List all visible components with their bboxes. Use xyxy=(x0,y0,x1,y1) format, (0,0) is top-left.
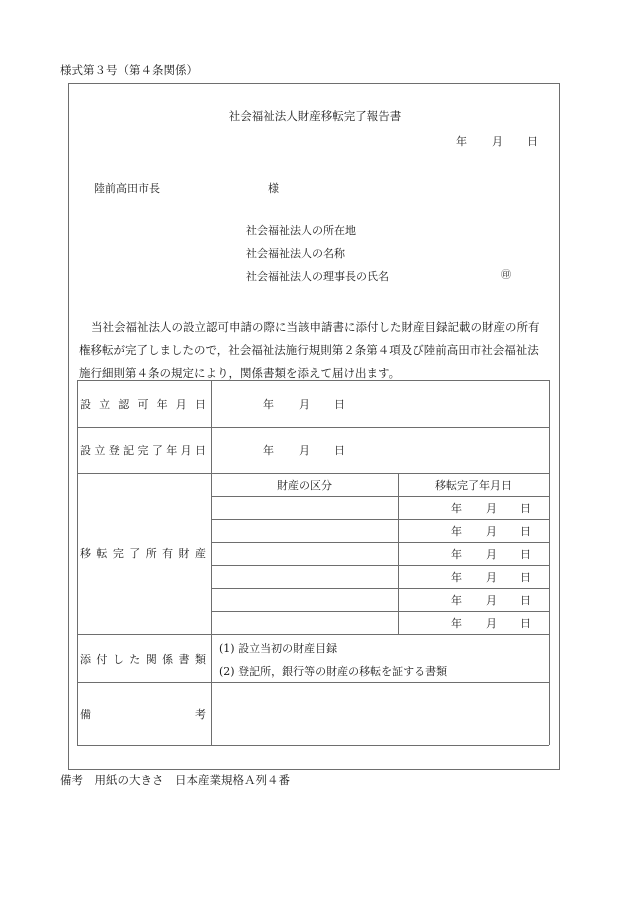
asset-row-month: 月 xyxy=(486,617,497,630)
form-number: 様式第３号（第４条関係） xyxy=(60,63,198,77)
applicant-director-label: 社会福祉法人の理事長の氏名 xyxy=(246,270,389,283)
table-line xyxy=(211,565,549,566)
label-char: 備 xyxy=(80,708,91,721)
label-char: 設 xyxy=(80,398,91,411)
asset-row-year: 年 xyxy=(451,502,462,515)
label-char: 年 xyxy=(156,398,168,411)
label-char: 月 xyxy=(175,398,187,411)
applicant-name-label: 社会福祉法人の名称 xyxy=(246,247,345,260)
registration-date-year: 年 xyxy=(263,444,274,457)
label-char: 登 xyxy=(108,444,120,457)
table-line xyxy=(77,473,549,474)
asset-row-month: 月 xyxy=(486,525,497,538)
label-char: 所 xyxy=(145,547,157,560)
registration-date-month: 月 xyxy=(299,444,310,457)
label-char: 転 xyxy=(96,547,108,560)
label-char: 考 xyxy=(195,708,206,721)
label-char: 有 xyxy=(162,547,174,560)
table-line xyxy=(77,745,549,746)
asset-row-month: 月 xyxy=(486,571,497,584)
label-char: 移 xyxy=(80,547,91,560)
table-line xyxy=(77,380,78,745)
report-date-year: 年 xyxy=(456,135,467,148)
report-date-day: 日 xyxy=(527,135,538,148)
table-line xyxy=(77,427,549,428)
label-char: 了 xyxy=(151,444,163,457)
asset-row-day: 日 xyxy=(520,548,531,561)
label-char: 可 xyxy=(137,398,149,411)
attached-document-item: (1) 設立当初の財産目録 xyxy=(219,642,338,655)
label-char: 係 xyxy=(162,653,174,666)
approval-date-year: 年 xyxy=(263,398,274,411)
asset-category-header: 財産の区分 xyxy=(277,479,332,492)
label-char: 日 xyxy=(195,444,206,457)
table-line xyxy=(211,380,212,745)
document-title: 社会福祉法人財産移転完了報告書 xyxy=(228,109,402,123)
label-char: 立 xyxy=(94,444,106,457)
label-char: 付 xyxy=(96,653,108,666)
label-char: 設 xyxy=(80,444,91,457)
applicant-address-label: 社会福祉法人の所在地 xyxy=(246,224,356,237)
asset-row-day: 日 xyxy=(520,502,531,515)
report-body xyxy=(79,316,554,385)
table-line xyxy=(211,588,549,589)
recipient-suffix: 様 xyxy=(268,182,279,195)
asset-row-year: 年 xyxy=(451,571,462,584)
report-body-line: 施行細則第４条の規定により，関係書類を添えて届け出ます。 xyxy=(79,366,401,380)
approval-date-label xyxy=(80,399,206,410)
label-char: 関 xyxy=(145,653,157,666)
asset-row-month: 月 xyxy=(486,548,497,561)
table-line xyxy=(211,496,549,497)
label-char: 財 xyxy=(178,547,190,560)
label-char: 産 xyxy=(194,547,206,560)
label-char: し xyxy=(112,653,124,666)
transfer-date-header: 移転完了年月日 xyxy=(435,479,512,492)
report-body-line: 当社会福祉法人の設立認可申請の際に当該申請書に添付した財産目録記載の財産の所有 xyxy=(91,320,540,334)
table-line xyxy=(211,542,549,543)
label-char: 認 xyxy=(118,398,130,411)
label-char: 完 xyxy=(137,444,149,457)
registration-date-day: 日 xyxy=(334,444,345,457)
asset-row-month: 月 xyxy=(486,502,497,515)
transferred-assets-label xyxy=(80,548,206,559)
asset-row-year: 年 xyxy=(451,548,462,561)
asset-row-day: 日 xyxy=(520,571,531,584)
table-line xyxy=(549,380,550,745)
label-char: 添 xyxy=(80,653,91,666)
attached-documents-label xyxy=(80,654,206,665)
recipient-name: 陸前高田市長 xyxy=(94,182,160,195)
registration-date-label xyxy=(80,445,206,456)
approval-date-day: 日 xyxy=(334,398,345,411)
asset-row-year: 年 xyxy=(451,525,462,538)
approval-date-month: 月 xyxy=(299,398,310,411)
table-line xyxy=(77,682,549,683)
seal-mark: ㊞ xyxy=(501,270,511,281)
attached-document-item: (2) 登記所，銀行等の財産の移転を証する書類 xyxy=(219,665,448,678)
asset-row-year: 年 xyxy=(451,617,462,630)
label-char: 年 xyxy=(166,444,178,457)
label-char: た xyxy=(129,653,141,666)
table-line xyxy=(77,380,549,381)
table-line xyxy=(211,519,549,520)
asset-row-day: 日 xyxy=(520,525,531,538)
asset-row-day: 日 xyxy=(520,617,531,630)
table-line xyxy=(211,611,549,612)
label-char: 日 xyxy=(194,398,206,411)
table-line xyxy=(398,473,399,634)
label-char: 月 xyxy=(180,444,192,457)
asset-row-month: 月 xyxy=(486,594,497,607)
label-char: 記 xyxy=(123,444,135,457)
table-line xyxy=(77,634,549,635)
footer-note: 備考 用紙の大きさ 日本産業規格Ａ列４番 xyxy=(60,773,290,787)
label-char: 書 xyxy=(178,653,190,666)
asset-row-day: 日 xyxy=(520,594,531,607)
label-char: 了 xyxy=(129,547,141,560)
label-char: 完 xyxy=(112,547,124,560)
report-date-month: 月 xyxy=(492,135,503,148)
label-char: 立 xyxy=(99,398,111,411)
label-char: 類 xyxy=(194,653,206,666)
asset-row-year: 年 xyxy=(451,594,462,607)
remarks-label xyxy=(80,709,206,720)
report-body-line: 権移転が完了しましたので，社会福祉法施行規則第２条第４項及び陸前高田市社会福祉法 xyxy=(79,343,539,357)
